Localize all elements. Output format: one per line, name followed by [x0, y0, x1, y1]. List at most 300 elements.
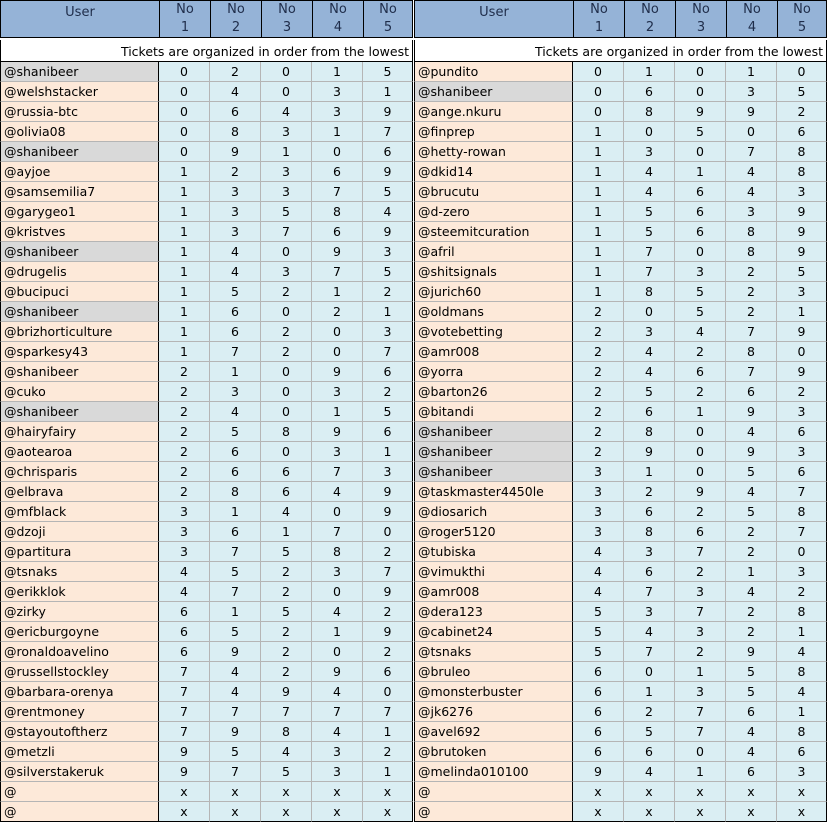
ticket-number-cell: 0: [675, 442, 726, 462]
no-column-header: [211, 1, 262, 37]
ticket-number-cell: 6: [210, 102, 261, 122]
user-cell: @shanibeer: [0, 62, 159, 82]
ticket-number-cell: 4: [210, 682, 261, 702]
ticket-number-cell: 7: [675, 542, 726, 562]
ticket-number-cell: 1: [363, 442, 413, 462]
ticket-number-cell: 4: [159, 562, 210, 582]
ticket-number-cell: 6: [573, 742, 624, 762]
ticket-number-cell: 8: [777, 662, 827, 682]
table-row: [0, 262, 413, 282]
ticket-number-cell: x: [261, 802, 312, 822]
ticket-number-cell: 6: [777, 422, 827, 442]
ticket-number-cell: 4: [624, 622, 675, 642]
no-label: No: [329, 2, 347, 17]
ticket-number-cell: 3: [363, 242, 413, 262]
ticket-number-cell: 0: [624, 662, 675, 682]
ticket-number-cell: 7: [210, 762, 261, 782]
ticket-number-cell: 0: [573, 102, 624, 122]
order-note: Tickets are organized in order from the lowest: [414, 40, 827, 62]
table-row: [0, 362, 413, 382]
ticket-number-cell: 6: [159, 642, 210, 662]
table-row: [0, 182, 413, 202]
ticket-number-cell: 2: [573, 322, 624, 342]
ticket-number-cell: 7: [726, 322, 777, 342]
ticket-number-cell: 1: [363, 722, 413, 742]
ticket-number-cell: 7: [675, 702, 726, 722]
ticket-number-cell: 9: [363, 162, 413, 182]
no-label: No: [278, 2, 296, 17]
ticket-number-cell: 1: [210, 602, 261, 622]
ticket-number-cell: 0: [777, 62, 827, 82]
ticket-number-cell: 7: [726, 362, 777, 382]
ticket-number-cell: 2: [573, 302, 624, 322]
ticket-number-cell: 2: [726, 602, 777, 622]
table-row: [414, 142, 827, 162]
ticket-number-cell: 3: [210, 382, 261, 402]
ticket-number-cell: 3: [675, 262, 726, 282]
ticket-number-cell: 1: [312, 282, 363, 302]
ticket-number-cell: 7: [312, 462, 363, 482]
ticket-number-cell: 6: [261, 462, 312, 482]
ticket-number-cell: 7: [777, 522, 827, 542]
table-row: [414, 362, 827, 382]
ticket-number-cell: 0: [726, 122, 777, 142]
ticket-number-cell: x: [363, 782, 413, 802]
table-row: [414, 262, 827, 282]
ticket-number-cell: 7: [159, 722, 210, 742]
user-cell: @shanibeer: [414, 82, 573, 102]
ticket-number-cell: 5: [675, 122, 726, 142]
ticket-number-cell: 3: [573, 462, 624, 482]
ticket-number-cell: 6: [210, 302, 261, 322]
ticket-number-cell: 6: [573, 662, 624, 682]
ticket-number-cell: 2: [675, 342, 726, 362]
ticket-number-cell: 1: [573, 142, 624, 162]
table-row: [0, 642, 413, 662]
ticket-number-cell: 2: [675, 562, 726, 582]
ticket-number-cell: 4: [726, 742, 777, 762]
ticket-number-cell: 2: [363, 642, 413, 662]
ticket-number-cell: 1: [726, 62, 777, 82]
ticket-number-cell: 1: [675, 662, 726, 682]
no-column-header: [727, 1, 778, 37]
ticket-number-cell: x: [624, 782, 675, 802]
user-cell: @chrisparis: [0, 462, 159, 482]
ticket-number-cell: 0: [312, 502, 363, 522]
ticket-number-cell: x: [312, 782, 363, 802]
ticket-number-cell: 5: [777, 82, 827, 102]
user-cell: @roger5120: [414, 522, 573, 542]
ticket-number-cell: 1: [624, 682, 675, 702]
user-cell: @: [414, 782, 573, 802]
user-header-label: User: [479, 5, 509, 20]
ticket-number-cell: 9: [777, 222, 827, 242]
ticket-number-cell: 4: [312, 482, 363, 502]
ticket-number-cell: 2: [210, 62, 261, 82]
user-cell: @drugelis: [0, 262, 159, 282]
ticket-number-cell: 4: [210, 262, 261, 282]
ticket-number-cell: 3: [210, 202, 261, 222]
ticket-number-cell: 1: [210, 362, 261, 382]
table-row: [0, 662, 413, 682]
ticket-number-cell: 2: [159, 382, 210, 402]
ticket-number-cell: 3: [312, 382, 363, 402]
ticket-number-cell: 7: [312, 702, 363, 722]
table-row: [0, 762, 413, 782]
user-cell: @brucutu: [414, 182, 573, 202]
ticket-number-cell: 7: [210, 582, 261, 602]
ticket-number-cell: 1: [159, 222, 210, 242]
ticket-number-cell: 3: [777, 442, 827, 462]
no-number: 2: [645, 20, 655, 35]
ticket-number-cell: 9: [777, 242, 827, 262]
table-row: [0, 522, 413, 542]
no-column-header: [676, 1, 727, 37]
ticket-number-cell: 2: [624, 482, 675, 502]
ticket-number-cell: 0: [261, 302, 312, 322]
ticket-number-cell: 3: [363, 462, 413, 482]
ticket-number-cell: 0: [159, 82, 210, 102]
ticket-number-cell: 0: [312, 342, 363, 362]
ticket-number-cell: 4: [726, 482, 777, 502]
table-row: [0, 482, 413, 502]
user-cell: @ericburgoyne: [0, 622, 159, 642]
ticket-number-cell: 6: [777, 462, 827, 482]
user-cell: @hairyfairy: [0, 422, 159, 442]
no-label: No: [590, 2, 608, 17]
ticket-number-cell: 2: [261, 642, 312, 662]
ticket-number-cell: x: [573, 782, 624, 802]
user-cell: @jk6276: [414, 702, 573, 722]
user-cell: @garygeo1: [0, 202, 159, 222]
ticket-number-cell: 3: [159, 522, 210, 542]
ticket-number-cell: 4: [261, 102, 312, 122]
ticket-number-cell: 3: [573, 502, 624, 522]
ticket-number-cell: 4: [573, 542, 624, 562]
ticket-number-cell: 4: [726, 182, 777, 202]
ticket-number-cell: 6: [675, 182, 726, 202]
ticket-number-cell: 4: [624, 162, 675, 182]
table-row: [0, 282, 413, 302]
table-row: [414, 782, 827, 802]
ticket-number-cell: 4: [624, 182, 675, 202]
ticket-number-cell: 0: [261, 402, 312, 422]
user-cell: @shanibeer: [0, 242, 159, 262]
user-cell: @jurich60: [414, 282, 573, 302]
ticket-number-cell: 6: [624, 502, 675, 522]
table-row: [414, 802, 827, 822]
ticket-number-cell: 9: [210, 142, 261, 162]
ticket-number-cell: 2: [726, 262, 777, 282]
ticket-number-cell: 1: [159, 202, 210, 222]
ticket-number-cell: 4: [312, 602, 363, 622]
table-row: [0, 562, 413, 582]
ticket-number-cell: 6: [777, 122, 827, 142]
ticket-number-cell: 3: [312, 762, 363, 782]
ticket-number-cell: 6: [675, 202, 726, 222]
table-row: [414, 662, 827, 682]
ticket-number-cell: 6: [624, 742, 675, 762]
ticket-number-cell: 5: [210, 742, 261, 762]
table-row: [0, 142, 413, 162]
table-row: [0, 542, 413, 562]
user-cell: @silverstakeruk: [0, 762, 159, 782]
ticket-number-cell: 9: [363, 502, 413, 522]
table-row: [414, 402, 827, 422]
ticket-number-cell: 6: [159, 602, 210, 622]
ticket-number-cell: 3: [777, 282, 827, 302]
table-row: [414, 82, 827, 102]
ticket-number-cell: 2: [573, 402, 624, 422]
table-row: [0, 242, 413, 262]
no-label: No: [641, 2, 659, 17]
ticket-number-cell: 5: [210, 622, 261, 642]
ticket-number-cell: 7: [159, 682, 210, 702]
table-row: [0, 622, 413, 642]
table-row: [414, 282, 827, 302]
ticket-number-cell: 3: [261, 262, 312, 282]
ticket-number-cell: 8: [210, 122, 261, 142]
no-label: No: [692, 2, 710, 17]
ticket-number-cell: 4: [312, 722, 363, 742]
ticket-number-cell: 0: [312, 642, 363, 662]
no-number: 4: [747, 20, 757, 35]
ticket-number-cell: 4: [726, 162, 777, 182]
ticket-number-cell: 8: [777, 502, 827, 522]
ticket-number-cell: x: [210, 802, 261, 822]
ticket-number-cell: 3: [312, 562, 363, 582]
ticket-number-cell: 2: [726, 622, 777, 642]
ticket-number-cell: 5: [624, 722, 675, 742]
table-row: [414, 322, 827, 342]
ticket-number-cell: 4: [210, 242, 261, 262]
ticket-number-cell: 1: [777, 622, 827, 642]
ticket-number-cell: 5: [363, 62, 413, 82]
ticket-number-cell: 7: [675, 722, 726, 742]
user-cell: @zirky: [0, 602, 159, 622]
ticket-number-cell: 7: [261, 222, 312, 242]
ticket-number-cell: 0: [159, 122, 210, 142]
ticket-number-cell: x: [777, 802, 827, 822]
ticket-number-cell: 2: [573, 362, 624, 382]
user-cell: @olivia08: [0, 122, 159, 142]
ticket-number-cell: x: [159, 782, 210, 802]
table-row: [414, 482, 827, 502]
ticket-number-cell: 7: [363, 122, 413, 142]
ticket-number-cell: 0: [261, 362, 312, 382]
ticket-number-cell: 9: [726, 642, 777, 662]
user-cell: @tubiska: [414, 542, 573, 562]
user-cell: @bucipuci: [0, 282, 159, 302]
ticket-number-cell: 1: [159, 302, 210, 322]
ticket-number-cell: 3: [675, 682, 726, 702]
user-cell: @aotearoa: [0, 442, 159, 462]
user-cell: @taskmaster4450le: [414, 482, 573, 502]
ticket-number-cell: 6: [624, 562, 675, 582]
no-label: No: [176, 2, 194, 17]
ticket-number-cell: 1: [573, 262, 624, 282]
ticket-number-cell: 4: [159, 582, 210, 602]
ticket-number-cell: 2: [675, 382, 726, 402]
ticket-number-cell: 1: [573, 122, 624, 142]
ticket-number-cell: 1: [573, 282, 624, 302]
ticket-number-cell: 8: [624, 282, 675, 302]
ticket-number-cell: 6: [726, 382, 777, 402]
ticket-number-cell: 5: [573, 602, 624, 622]
ticket-number-cell: 5: [363, 262, 413, 282]
table-row: [0, 382, 413, 402]
table-row: [414, 242, 827, 262]
ticket-number-cell: 3: [210, 182, 261, 202]
ticket-number-cell: 9: [675, 102, 726, 122]
ticket-number-cell: 1: [624, 62, 675, 82]
table-row: [0, 402, 413, 422]
ticket-number-cell: 1: [624, 462, 675, 482]
ticket-number-cell: 2: [261, 622, 312, 642]
user-cell: @mfblack: [0, 502, 159, 522]
ticket-number-cell: 5: [210, 562, 261, 582]
ticket-number-cell: 0: [261, 242, 312, 262]
ticket-number-cell: 3: [261, 182, 312, 202]
ticket-number-cell: x: [675, 782, 726, 802]
table-row: [414, 742, 827, 762]
user-cell: @diosarich: [414, 502, 573, 522]
ticket-number-cell: 3: [573, 522, 624, 542]
ticket-number-cell: 0: [675, 82, 726, 102]
user-cell: @shanibeer: [0, 302, 159, 322]
user-cell: @shanibeer: [0, 142, 159, 162]
table-row: [414, 522, 827, 542]
ticket-number-cell: 2: [363, 382, 413, 402]
table-row: [414, 722, 827, 742]
ticket-number-cell: 5: [726, 682, 777, 702]
ticket-number-cell: 2: [363, 602, 413, 622]
user-cell: @metzli: [0, 742, 159, 762]
ticket-number-cell: 9: [312, 662, 363, 682]
user-cell: @cuko: [0, 382, 159, 402]
user-cell: @d-zero: [414, 202, 573, 222]
ticket-number-cell: 3: [624, 602, 675, 622]
ticket-number-cell: 2: [363, 542, 413, 562]
ticket-number-cell: 4: [726, 582, 777, 602]
user-cell: @shanibeer: [0, 402, 159, 422]
ticket-number-cell: 6: [726, 702, 777, 722]
ticket-number-cell: 8: [777, 602, 827, 622]
ticket-number-cell: 9: [363, 102, 413, 122]
ticket-number-cell: 3: [363, 322, 413, 342]
ticket-number-cell: 1: [363, 302, 413, 322]
ticket-number-cell: 1: [159, 162, 210, 182]
table-row: [414, 122, 827, 142]
user-cell: @finprep: [414, 122, 573, 142]
no-number: 2: [231, 20, 241, 35]
user-cell: @steemitcuration: [414, 222, 573, 242]
ticket-number-cell: 4: [210, 662, 261, 682]
ticket-number-cell: 0: [777, 342, 827, 362]
ticket-number-cell: 1: [159, 242, 210, 262]
ticket-number-cell: 7: [159, 662, 210, 682]
no-column-header: [778, 1, 826, 37]
ticket-number-cell: 9: [261, 682, 312, 702]
ticket-number-cell: 5: [261, 542, 312, 562]
user-cell: @monsterbuster: [414, 682, 573, 702]
user-cell: @afril: [414, 242, 573, 262]
table-body: [0, 62, 413, 822]
ticket-number-cell: 3: [312, 102, 363, 122]
ticket-number-cell: 6: [210, 442, 261, 462]
ticket-number-cell: 6: [675, 222, 726, 242]
user-cell: @yorra: [414, 362, 573, 382]
ticket-number-cell: 1: [261, 522, 312, 542]
ticket-number-cell: 8: [726, 242, 777, 262]
no-number: 3: [696, 20, 706, 35]
ticket-number-cell: 9: [777, 362, 827, 382]
ticket-number-cell: 3: [312, 82, 363, 102]
ticket-number-cell: 7: [261, 702, 312, 722]
table-row: [0, 302, 413, 322]
user-cell: @dzoji: [0, 522, 159, 542]
ticket-number-cell: 0: [363, 522, 413, 542]
user-column-header: [415, 1, 574, 37]
user-cell: @vimukthi: [414, 562, 573, 582]
ticket-number-cell: 5: [624, 202, 675, 222]
ticket-number-cell: 9: [363, 622, 413, 642]
ticket-number-cell: 0: [624, 122, 675, 142]
ticket-number-cell: x: [363, 802, 413, 822]
table-row: [0, 122, 413, 142]
ticket-number-cell: 1: [573, 182, 624, 202]
ticket-number-cell: 8: [312, 542, 363, 562]
ticket-number-cell: 2: [363, 742, 413, 762]
ticket-number-cell: 0: [261, 382, 312, 402]
table-row: [414, 462, 827, 482]
ticket-number-cell: 4: [363, 202, 413, 222]
table-row: [0, 442, 413, 462]
user-header-label: User: [65, 5, 95, 20]
ticket-number-cell: 0: [312, 582, 363, 602]
table-row: [414, 642, 827, 662]
ticket-number-cell: 4: [624, 342, 675, 362]
table-row: [414, 162, 827, 182]
ticket-number-cell: 4: [573, 582, 624, 602]
table-row: [0, 102, 413, 122]
ticket-number-cell: 8: [777, 142, 827, 162]
ticket-number-cell: 6: [624, 82, 675, 102]
no-column-header: [160, 1, 211, 37]
ticket-number-cell: 1: [726, 562, 777, 582]
ticket-number-cell: 9: [573, 762, 624, 782]
ticket-number-cell: 2: [573, 442, 624, 462]
ticket-number-cell: 7: [312, 262, 363, 282]
table-row: [0, 802, 413, 822]
ticket-number-cell: 7: [624, 582, 675, 602]
ticket-number-cell: 9: [777, 322, 827, 342]
user-cell: @amr008: [414, 342, 573, 362]
table-row: [414, 582, 827, 602]
left-ticket-table: [0, 0, 413, 822]
user-cell: @: [414, 802, 573, 822]
ticket-number-cell: 5: [210, 282, 261, 302]
ticket-number-cell: 6: [675, 362, 726, 382]
user-column-header: [1, 1, 160, 37]
table-row: [0, 462, 413, 482]
no-column-header: [625, 1, 676, 37]
user-cell: @shanibeer: [414, 422, 573, 442]
ticket-number-cell: 5: [675, 282, 726, 302]
ticket-number-cell: 1: [261, 142, 312, 162]
user-cell: @shitsignals: [414, 262, 573, 282]
ticket-number-cell: 0: [675, 62, 726, 82]
